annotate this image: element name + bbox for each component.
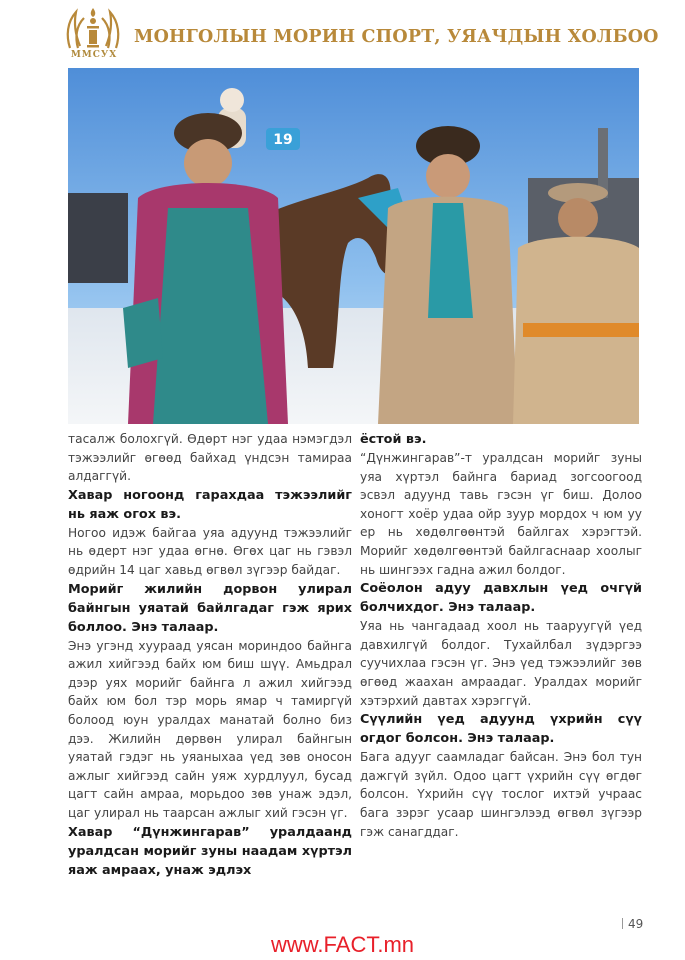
page-header bbox=[0, 0, 685, 68]
soyombo-emblem-icon bbox=[64, 6, 122, 52]
article-column-left bbox=[68, 430, 352, 880]
logo-abbreviation: ММСУХ bbox=[70, 50, 118, 60]
paragraph: Бага адууг саамладаг байсан. Энэ бол тун дажгүй зүйл. Одоо цагт үхрийн сүү өгдөг болсон. Үхрийн сүү тослог ихтэй учраас бага зэрэг усаар шингэлээд өгвөл зүгээр гэж санагддаг. bbox=[360, 750, 642, 839]
question-heading: Морийг жилийн дорвон улирал байнгын уяатай байлгадаг гэж ярих боллоо. Энэ талаар. bbox=[68, 581, 352, 635]
paragraph: Ногоо идэж байгаа уяа адуунд тэжээлийг нь өдерт нэг удаа өгнө. Өгөх цаг нь гэвэл өдрийн 14 цаг хавьд өгвөл зүгээр байдаг. bbox=[68, 525, 352, 577]
question-heading: ёстой вэ. bbox=[360, 432, 427, 447]
page-number: 49 bbox=[622, 917, 643, 931]
question-heading: Хавар ногоонд гарахдаа тэжээлийг нь яаж огох вэ. bbox=[68, 487, 352, 522]
paragraph: тасалж болохгүй. Өдөрт нэг удаа нэмэгдэл тэжээлийг өгөөд байхад үндсэн тамираа алдаггүй. bbox=[68, 432, 352, 484]
article-column-right bbox=[360, 430, 642, 841]
question-heading: Соёолон адуу давхлын үед очгүй болчихдог. Энэ талаар. bbox=[360, 581, 642, 616]
question-heading: Сүүлийн үед адуунд үхрийн сүү огдог болсон. Энэ талаар. bbox=[360, 712, 642, 747]
festival-photo bbox=[68, 68, 639, 424]
rider-number-label: 19 bbox=[273, 132, 293, 148]
paragraph: Уяа нь чангадаад хоол нь тааруугүй үед давхилгүй болдог. Тухайлбал зүдэргээ суучихлаа гэсэн үг. Энэ үед тэжээлийг зөв өгөөд жаахан амраадаг. Уралдах морийг хэтэрхий давтах хэрэггүй. bbox=[360, 619, 642, 708]
paragraph: “Дүнжингарав”-т уралдсан морийг зуны уяа хүртэл байнга бариад зогсоогоод эсвэл адуунд тавь гэсэн үг биш. Долоо хоногт хоёр удаа ойр зуур мордох ч юм уу ер нь хөдөлгөөнтэй байлгах хэрэгтэй. Морийг хөдөлгөөнтэй байлгаснаар хоолыг нь шингээх гадна ажил болдог. bbox=[360, 451, 642, 577]
paragraph: Энэ угэнд хуурaaд уясан мориндоо байнга ажил хийгээд байх юм биш шүү. Амьдрал дээр уях морийг байнга л ажил хийгээд байх юм бол тэр морь ямар ч тамиргүй болоод юун уралдах манатай болно биз дээ. Жилийн дөрвөн улирал байнгын уяатай гэдэг нь уяаныхаа үед зөв оносон ажлыг хийгээд сайн уяж хурдлуул, бусад цагт сайн амраа, морьдоо зөв унаж эдэл, цаг улирал нь таарсан ажлыг хий гэсэн үг. bbox=[68, 638, 352, 820]
footer-url-link[interactable]: www.FACT.mn bbox=[270, 932, 415, 957]
organization-title: МОНГОЛЫН МОРИН СПОРТ, УЯАЧДЫН ХОЛБОО bbox=[134, 27, 659, 47]
question-heading: Хавар “Дүнжингарав” уралдаанд уралдсан морийг зуны наадам хүртэл яаж амраах, унаж эдлэх bbox=[68, 824, 352, 878]
photo-horse-festival-icon bbox=[68, 68, 639, 424]
